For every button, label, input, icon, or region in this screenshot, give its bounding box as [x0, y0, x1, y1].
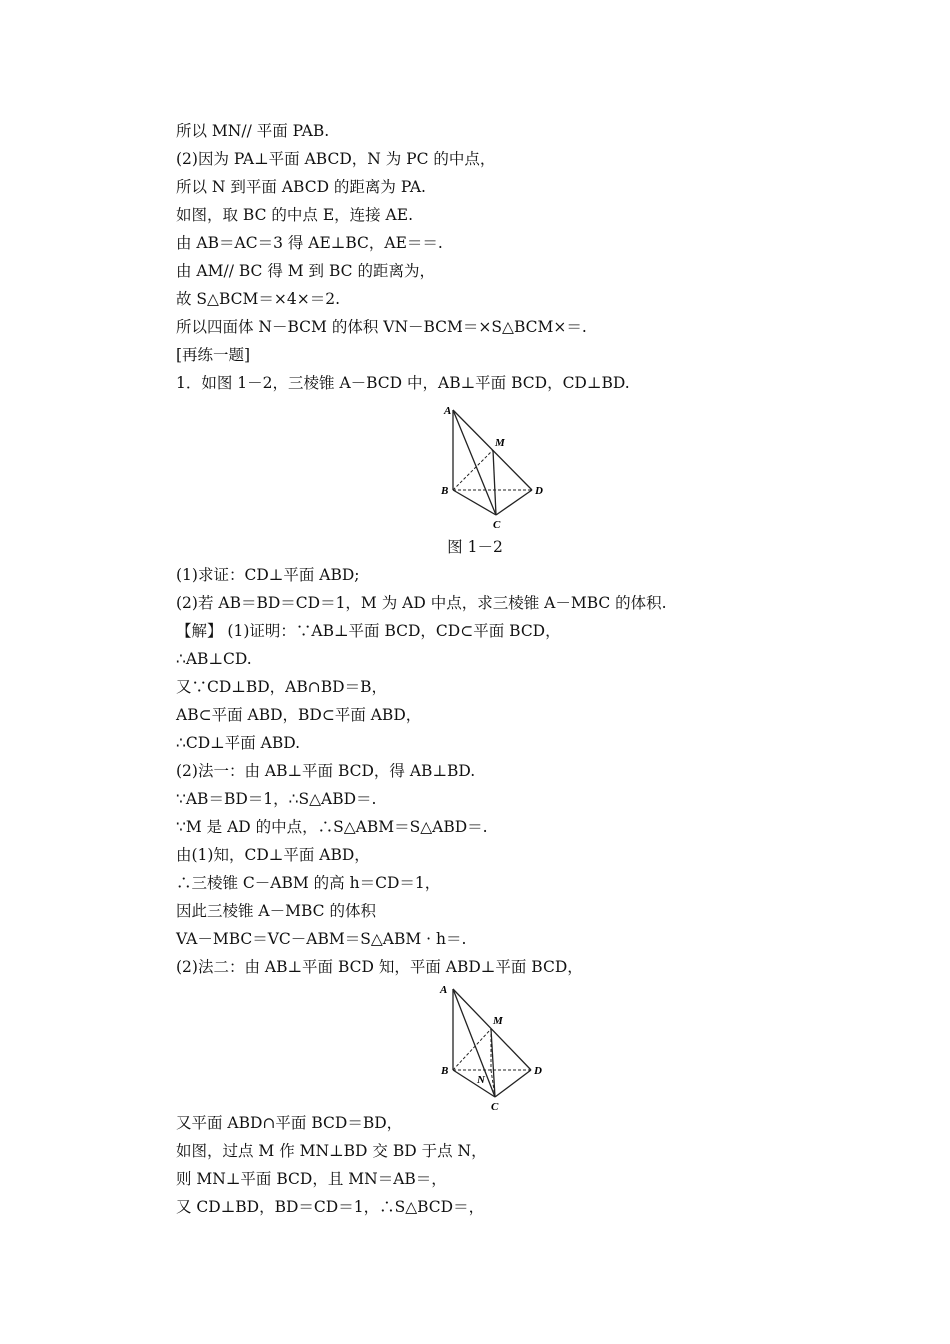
text-line: ∴AB⊥CD.	[176, 650, 252, 668]
text-line: ∵M 是 AD 的中点，∴S△ABM＝S△ABD＝.	[176, 818, 488, 836]
text-line: VA－MBC＝VC－ABM＝S△ABM · h＝.	[176, 930, 467, 948]
label-B: B	[441, 485, 449, 497]
label-M: M	[493, 1015, 503, 1027]
text-line: 又∵CD⊥BD，AB∩BD＝B，	[176, 678, 387, 696]
edge-MC	[493, 450, 496, 515]
tetrahedron-figure-1	[430, 400, 560, 530]
text-line: 如图，过点 M 作 MN⊥BD 交 BD 于点 N，	[176, 1142, 487, 1160]
text-line: ∴三棱锥 C－ABM 的高 h＝CD＝1，	[176, 874, 441, 892]
text-line: (2)因为 PA⊥平面 ABCD，N 为 PC 的中点，	[176, 150, 496, 168]
edge-BM-hidden	[453, 1029, 491, 1070]
tetrahedron-figure-2	[430, 982, 560, 1112]
text-line: 【解】 (1)证明：∵AB⊥平面 BCD，CD⊂平面 BCD，	[176, 622, 561, 640]
text-line: 故 S△BCM＝×4×＝2.	[176, 290, 340, 308]
label-A: A	[440, 984, 448, 996]
text-line: 由 AM// BC 得 M 到 BC 的距离为，	[176, 262, 435, 280]
label-C: C	[493, 519, 501, 530]
text-line: (1)求证：CD⊥平面 ABD;	[176, 566, 360, 584]
text-line: 所以 N 到平面 ABCD 的距离为 PA.	[176, 178, 426, 196]
text-line: 则 MN⊥平面 BCD，且 MN＝AB＝，	[176, 1170, 447, 1188]
text-line: 所以四面体 N－BCM 的体积 VN－BCM＝×S△BCM×＝.	[176, 318, 587, 336]
problem-statement: 1．如图 1－2，三棱锥 A－BCD 中，AB⊥平面 BCD，CD⊥BD.	[176, 374, 630, 392]
label-N: N	[477, 1074, 485, 1086]
text-line: ∵AB＝BD＝1，∴S△ABD＝.	[176, 790, 377, 808]
text-line: 所以 MN// 平面 PAB.	[176, 122, 330, 140]
text-line: 又 CD⊥BD，BD＝CD＝1，∴S△BCD＝，	[176, 1198, 485, 1216]
text-line: 由 AB＝AC＝3 得 AE⊥BC，AE＝＝.	[176, 234, 443, 252]
text-line: 又平面 ABD∩平面 BCD＝BD，	[176, 1114, 403, 1132]
label-D: D	[534, 1065, 542, 1077]
text-line: (2)若 AB＝BD＝CD＝1，M 为 AD 中点，求三棱锥 A－MBC 的体积.	[176, 594, 667, 612]
label-A: A	[444, 405, 452, 417]
edge-CD	[495, 1070, 531, 1097]
label-B: B	[441, 1065, 449, 1077]
text-line: 由(1)知，CD⊥平面 ABD，	[176, 846, 370, 864]
edge-AC	[453, 410, 496, 515]
label-C: C	[491, 1101, 499, 1112]
edge-BC	[453, 1070, 495, 1097]
text-line: AB⊂平面 ABD，BD⊂平面 ABD，	[176, 706, 422, 724]
text-line: 如图，取 BC 的中点 E，连接 AE.	[176, 206, 413, 224]
edge-CD	[496, 490, 532, 515]
label-M: M	[495, 437, 505, 449]
text-line: ∴CD⊥平面 ABD.	[176, 734, 301, 752]
text-line: 因此三棱锥 A－MBC 的体积	[176, 902, 376, 920]
figure-caption: 图 1－2	[447, 538, 503, 556]
edge-AC	[453, 989, 495, 1097]
edge-BC	[453, 490, 496, 515]
edge-BM-hidden	[453, 450, 493, 490]
text-line: (2)法一：由 AB⊥平面 BCD，得 AB⊥BD.	[176, 762, 476, 780]
section-heading: [再练一题]	[176, 346, 251, 364]
text-line: (2)法二：由 AB⊥平面 BCD 知，平面 ABD⊥平面 BCD，	[176, 958, 583, 976]
label-D: D	[535, 485, 543, 497]
